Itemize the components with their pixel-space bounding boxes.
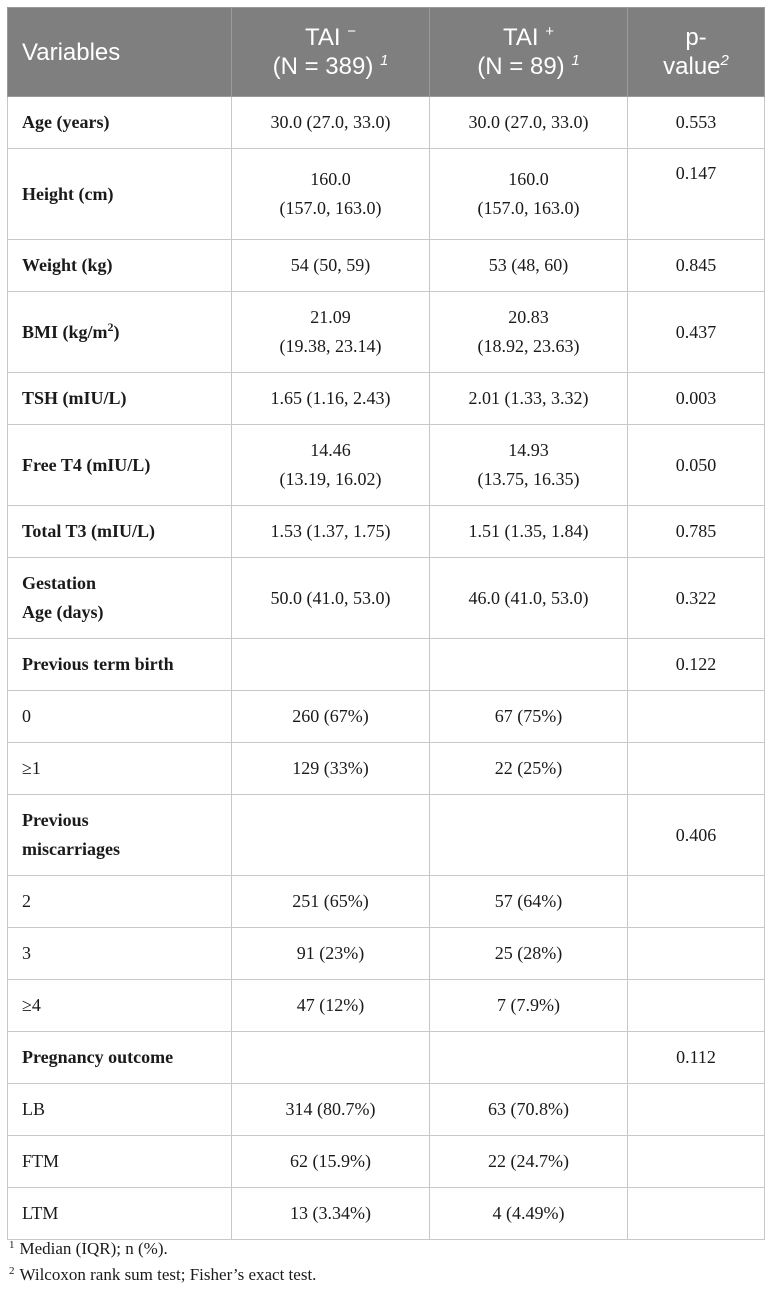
row-label: Weight (kg) — [8, 240, 232, 292]
cell-tai-negative: 251 (65%) — [232, 876, 430, 928]
cell-p-value — [628, 876, 765, 928]
table-row — [8, 558, 765, 639]
table-container — [7, 7, 764, 1240]
table-row — [8, 1084, 765, 1136]
row-label: Height (cm) — [8, 149, 232, 240]
table-row — [8, 149, 765, 240]
cell-tai-positive — [430, 1032, 628, 1084]
cell-tai-positive: 14.93 (13.75, 16.35) — [430, 425, 628, 506]
header-tai-positive: TAI + (N = 89) $^1$ — [430, 8, 628, 97]
table-row — [8, 639, 765, 691]
data-table — [7, 7, 765, 1240]
header-row — [8, 8, 765, 97]
row-label: Age (years) — [8, 97, 232, 149]
cell-tai-positive: 53 (48, 60) — [430, 240, 628, 292]
cell-tai-positive: 22 (25%) — [430, 743, 628, 795]
cell-tai-negative: 1.65 (1.16, 2.43) — [232, 373, 430, 425]
table-row — [8, 1136, 765, 1188]
footnote-1: $^1$ Median (IQR); n (%). — [9, 1239, 168, 1258]
cell-tai-negative: 54 (50, 59) — [232, 240, 430, 292]
row-label: ≥4 — [8, 980, 232, 1032]
cell-tai-positive: 1.51 (1.35, 1.84) — [430, 506, 628, 558]
cell-tai-negative: 47 (12%) — [232, 980, 430, 1032]
cell-p-value: 0.322 — [628, 558, 765, 639]
row-label: Gestation Age (days) — [8, 558, 232, 639]
cell-tai-positive: 57 (64%) — [430, 876, 628, 928]
cell-p-value — [628, 980, 765, 1032]
cell-p-value — [628, 928, 765, 980]
footnote-2: $^2$ Wilcoxon rank sum test; Fisher’s exact test. — [9, 1265, 317, 1284]
cell-tai-negative: 50.0 (41.0, 53.0) — [232, 558, 430, 639]
table-row — [8, 743, 765, 795]
row-label: Previous term birth — [8, 639, 232, 691]
row-label: LTM — [8, 1188, 232, 1240]
table-row — [8, 876, 765, 928]
cell-p-value: 0.050 — [628, 425, 765, 506]
table-row — [8, 928, 765, 980]
header-variables: Variables — [8, 8, 232, 97]
cell-tai-positive: 67 (75%) — [430, 691, 628, 743]
row-label: 2 — [8, 876, 232, 928]
cell-p-value: 0.437 — [628, 292, 765, 373]
cell-tai-positive: 46.0 (41.0, 53.0) — [430, 558, 628, 639]
cell-tai-negative: 62 (15.9%) — [232, 1136, 430, 1188]
cell-tai-negative — [232, 795, 430, 876]
cell-tai-negative: 30.0 (27.0, 33.0) — [232, 97, 430, 149]
cell-tai-positive — [430, 795, 628, 876]
cell-tai-negative: 314 (80.7%) — [232, 1084, 430, 1136]
row-label: Free T4 (mIU/L) — [8, 425, 232, 506]
cell-tai-negative: 13 (3.34%) — [232, 1188, 430, 1240]
cell-p-value: 0.785 — [628, 506, 765, 558]
cell-p-value: 0.553 — [628, 97, 765, 149]
cell-tai-positive: 30.0 (27.0, 33.0) — [430, 97, 628, 149]
cell-tai-negative: 21.09 (19.38, 23.14) — [232, 292, 430, 373]
table-row — [8, 1188, 765, 1240]
cell-tai-positive: 4 (4.49%) — [430, 1188, 628, 1240]
cell-tai-positive: 2.01 (1.33, 3.32) — [430, 373, 628, 425]
cell-tai-positive: 63 (70.8%) — [430, 1084, 628, 1136]
row-label: 0 — [8, 691, 232, 743]
header-p-value: p- value$^2$ — [628, 8, 765, 97]
cell-tai-positive: 160.0 (157.0, 163.0) — [430, 149, 628, 240]
cell-tai-negative: 260 (67%) — [232, 691, 430, 743]
cell-p-value: 0.112 — [628, 1032, 765, 1084]
table-row — [8, 795, 765, 876]
table-row — [8, 1032, 765, 1084]
table-row — [8, 691, 765, 743]
cell-tai-negative — [232, 1032, 430, 1084]
cell-tai-negative: 91 (23%) — [232, 928, 430, 980]
table-row — [8, 97, 765, 149]
cell-p-value: 0.406 — [628, 795, 765, 876]
table-row — [8, 506, 765, 558]
row-label: BMI $(kg/m^2)$ — [8, 292, 232, 373]
row-label: Total T3 (mIU/L) — [8, 506, 232, 558]
cell-tai-positive: 7 (7.9%) — [430, 980, 628, 1032]
cell-tai-negative: 129 (33%) — [232, 743, 430, 795]
table-row — [8, 292, 765, 373]
cell-p-value — [628, 1084, 765, 1136]
cell-tai-positive: 25 (28%) — [430, 928, 628, 980]
cell-p-value: 0.122 — [628, 639, 765, 691]
row-label: FTM — [8, 1136, 232, 1188]
cell-p-value — [628, 1188, 765, 1240]
cell-p-value — [628, 691, 765, 743]
row-label: Previous miscarriages — [8, 795, 232, 876]
cell-p-value — [628, 743, 765, 795]
header-tai-negative: TAI − (N = 389) $^1$ — [232, 8, 430, 97]
cell-p-value: 0.845 — [628, 240, 765, 292]
cell-tai-positive: 20.83 (18.92, 23.63) — [430, 292, 628, 373]
table-row — [8, 373, 765, 425]
table-row — [8, 980, 765, 1032]
cell-p-value: 0.147 — [628, 149, 765, 240]
row-label: 3 — [8, 928, 232, 980]
row-label: LB — [8, 1084, 232, 1136]
cell-tai-positive: 22 (24.7%) — [430, 1136, 628, 1188]
row-label: Pregnancy outcome — [8, 1032, 232, 1084]
cell-tai-negative: 14.46 (13.19, 16.02) — [232, 425, 430, 506]
cell-tai-positive — [430, 639, 628, 691]
row-label: ≥1 — [8, 743, 232, 795]
row-label: TSH (mIU/L) — [8, 373, 232, 425]
cell-tai-negative: 1.53 (1.37, 1.75) — [232, 506, 430, 558]
cell-tai-negative: 160.0 (157.0, 163.0) — [232, 149, 430, 240]
table-row — [8, 240, 765, 292]
cell-tai-negative — [232, 639, 430, 691]
table-row — [8, 425, 765, 506]
cell-p-value: 0.003 — [628, 373, 765, 425]
cell-p-value — [628, 1136, 765, 1188]
